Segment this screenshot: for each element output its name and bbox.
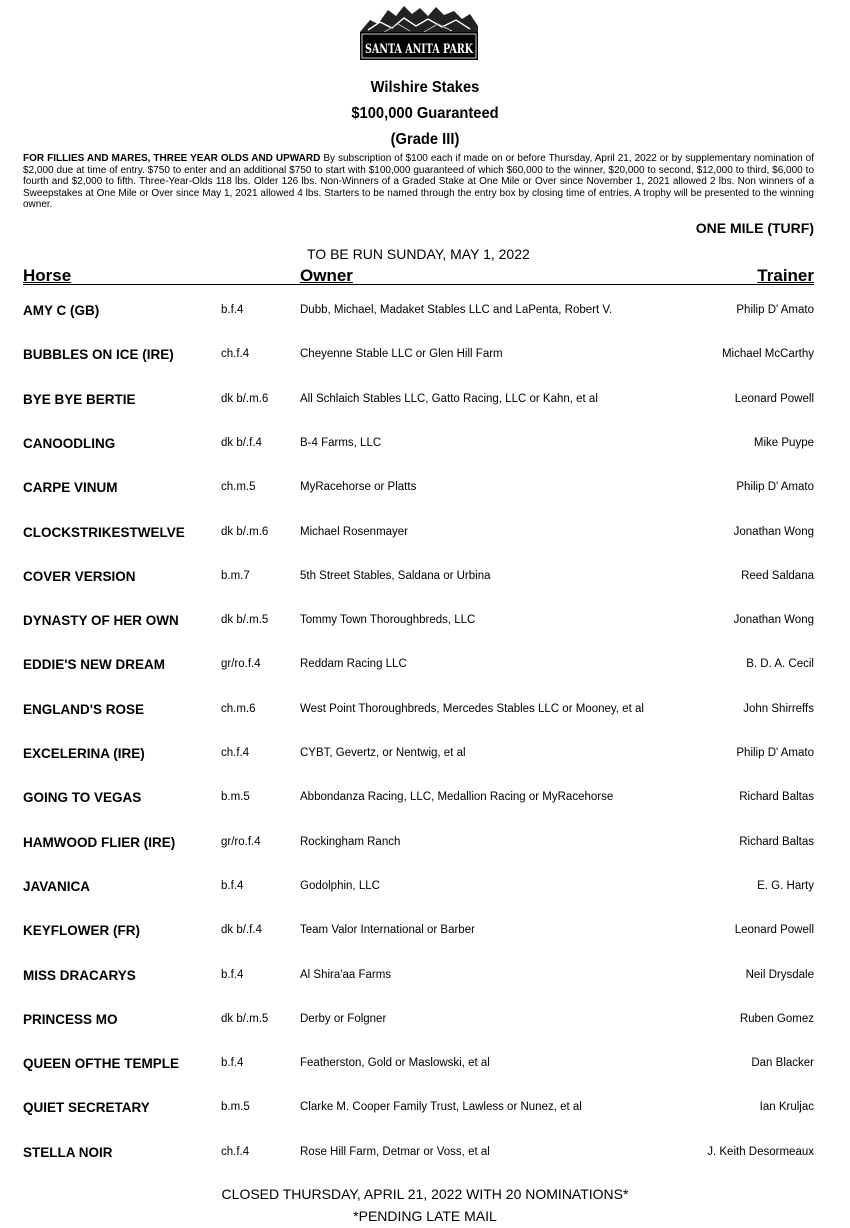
column-header-horse: Horse [23,266,72,285]
table-row [0,522,850,544]
horse-description: ch.f.4 [221,747,250,759]
race-conditions [23,153,814,211]
closed-note: CLOSED THURSDAY, APRIL 21, 2022 WITH 20 NOMINATIONS* [221,1186,629,1202]
horse-description: dk b/.m.5 [221,1012,269,1025]
horse-name: EDDIE'S NEW DREAM [23,657,165,673]
horse-name: DYNASTY OF HER OWN [23,613,179,629]
table-row [0,1053,850,1075]
trainer-name: John Shirreffs [743,702,814,715]
column-header-owner: Owner [300,266,353,285]
horse-description: ch.f.4 [221,1145,250,1158]
horse-name: QUEEN OFTHE TEMPLE [23,1056,180,1072]
owner-name: Abbondanza Racing, LLC, Medallion Racing or MyRacehorse [300,791,614,804]
horse-name: CLOCKSTRIKESTWELVE [23,524,185,540]
horse-description: dk b/.m.6 [221,392,269,405]
trainer-name: Jonathan Wong [733,614,814,627]
owner-name: Clarke M. Cooper Family Trust, Lawless or Nunez, et al [300,1101,582,1114]
owner-name: All Schlaich Stables LLC, Gatto Racing, LLC or Kahn, et al [300,392,598,405]
horse-description: b.f.4 [221,879,244,892]
header-rule [23,284,814,285]
horse-description: dk b/.m.6 [221,525,269,538]
horse-name: STELLA NOIR [23,1144,113,1160]
horse-name: EXCELERINA (IRE) [23,746,145,761]
table-row [0,965,850,987]
horse-description: ch.m.5 [221,481,256,494]
trainer-name: E. G. Harty [757,879,814,892]
owner-name: Rockingham Ranch [300,835,401,848]
owner-name: Al Shira'aa Farms [300,968,392,981]
owner-name: Cheyenne Stable LLC or Glen Hill Farm [300,348,503,361]
owner-name: Tommy Town Thoroughbreds, LLC [300,614,476,627]
trainer-name: Neil Drysdale [745,968,814,981]
horse-description: b.m.5 [221,791,250,804]
table-row [0,566,850,588]
table-row [0,610,850,632]
table-row [0,1009,850,1031]
owner-name: Featherston, Gold or Maslowski, et al [300,1057,490,1070]
trainer-name: Mike Puype [753,436,814,449]
owner-name: B-4 Farms, LLC [300,436,382,449]
trainer-name: Richard Baltas [739,835,814,848]
conditions-lead: FOR FILLIES AND MARES, THREE YEAR OLDS AND UPWARD [23,153,321,164]
horse-description: b.m.5 [221,1101,250,1114]
horse-description: b.f.4 [221,304,244,316]
trainer-name: Reed Saldana [741,569,814,582]
table-row [0,920,850,942]
owner-name: Reddam Racing LLC [300,658,407,671]
horse-name: BUBBLES ON ICE (IRE) [23,347,174,363]
horse-description: dk b/.m.5 [221,614,269,627]
late-mail-note: *PENDING LATE MAIL [353,1208,497,1224]
conditions-body: By subscription of $100 each if made on or before Thursday, April 21, 2022 or by supplementary nomination of $2,000 due at time of entry. $750 to enter and an additional $750 to start with $100,000 guaranteed of which $60,000 to the winner, $20,000 to second, $12,000 to third, $6,000 to fourth and $2,000 to fifth. Three-Year-Olds 118 lbs. Older 126 lbs. Non-Winners of a Graded Stake at One Mile or Over since November 1, 2021 allowed 2 lbs. Non winners of a Sweepstakes at One Mile or Over since May 1, 2021 allowed 4 lbs. Starters to be named through the entry box by closing time of entries. A trophy will be presented to the winning owner. [23,153,814,210]
trainer-name: Richard Baltas [739,791,814,804]
race-grade: (Grade III) [390,131,460,148]
table-row [0,699,850,721]
table-row [0,787,850,809]
horse-name: PRINCESS MO [23,1011,118,1027]
table-row [0,1142,850,1164]
race-name: Wilshire Stakes [370,79,480,96]
trainer-name: Leonard Powell [734,924,814,937]
logo-text: SANTA ANITA PARK [365,42,474,57]
horse-description: b.f.4 [221,1057,244,1070]
horse-name: ENGLAND'S ROSE [23,701,144,717]
horse-name: QUIET SECRETARY [23,1100,150,1116]
owner-name: CYBT, Gevertz, or Nentwig, et al [300,747,466,759]
horse-description: dk b/.f.4 [221,436,262,449]
horse-description: b.f.4 [221,968,244,981]
trainer-name: Dan Blacker [751,1057,814,1070]
horse-name: COVER VERSION [23,568,136,584]
santa-anita-park-logo [358,2,480,64]
trainer-name: Ruben Gomez [739,1012,814,1025]
trainer-name: Philip D' Amato [736,481,814,494]
owner-name: MyRacehorse or Platts [300,481,417,494]
horse-description: ch.m.6 [221,702,256,715]
trainer-name: J. Keith Desormeaux [707,1145,814,1158]
trainer-name: Leonard Powell [734,392,814,405]
trainer-name: B. D. A. Cecil [746,658,814,671]
trainer-name: Michael McCarthy [721,348,814,361]
trainer-name: Ian Kruljac [759,1101,814,1114]
trainer-name: Philip D' Amato [736,747,814,759]
table-row [0,743,850,765]
horse-name: BYE BYE BERTIE [23,391,136,407]
owner-name: 5th Street Stables, Saldana or Urbina [300,569,491,582]
horse-name: CARPE VINUM [23,480,118,496]
table-row [0,1097,850,1119]
trainer-name: Jonathan Wong [733,525,814,538]
table-row [0,477,850,499]
owner-name: Godolphin, LLC [300,879,380,892]
table-row [0,300,850,322]
horse-name: CANOODLING [23,435,116,451]
owner-name: Dubb, Michael, Madaket Stables LLC and LaPenta, Robert V. [300,304,613,316]
race-purse: $100,000 Guaranteed [351,105,499,122]
trainer-name: Philip D' Amato [736,304,814,316]
table-row [0,876,850,898]
horse-description: gr/ro.f.4 [221,658,261,671]
horse-name: MISS DRACARYS [23,967,136,983]
owner-name: Team Valor International or Barber [300,924,475,937]
owner-name: West Point Thoroughbreds, Mercedes Stables LLC or Mooney, et al [300,702,644,715]
horse-description: dk b/.f.4 [221,924,262,937]
table-row [0,389,850,411]
race-distance: ONE MILE (TURF) [695,220,814,236]
horse-description: b.m.7 [221,569,250,582]
horse-name: HAMWOOD FLIER (IRE) [23,834,176,850]
table-row [0,654,850,676]
owner-name: Rose Hill Farm, Detmar or Voss, et al [300,1145,490,1158]
table-row [0,832,850,854]
table-row [0,433,850,455]
owner-name: Derby or Folgner [300,1012,387,1025]
horse-description: gr/ro.f.4 [221,835,261,848]
owner-name: Michael Rosenmayer [300,525,409,538]
run-date: TO BE RUN SUNDAY, MAY 1, 2022 [307,246,530,262]
horse-description: ch.f.4 [221,348,250,361]
horse-name: GOING TO VEGAS [23,790,142,806]
horse-name: JAVANICA [23,878,91,894]
column-header-trainer: Trainer [757,266,814,285]
horse-name: KEYFLOWER (FR) [23,923,140,939]
table-row [0,344,850,366]
horse-name: AMY C (GB) [23,303,100,318]
